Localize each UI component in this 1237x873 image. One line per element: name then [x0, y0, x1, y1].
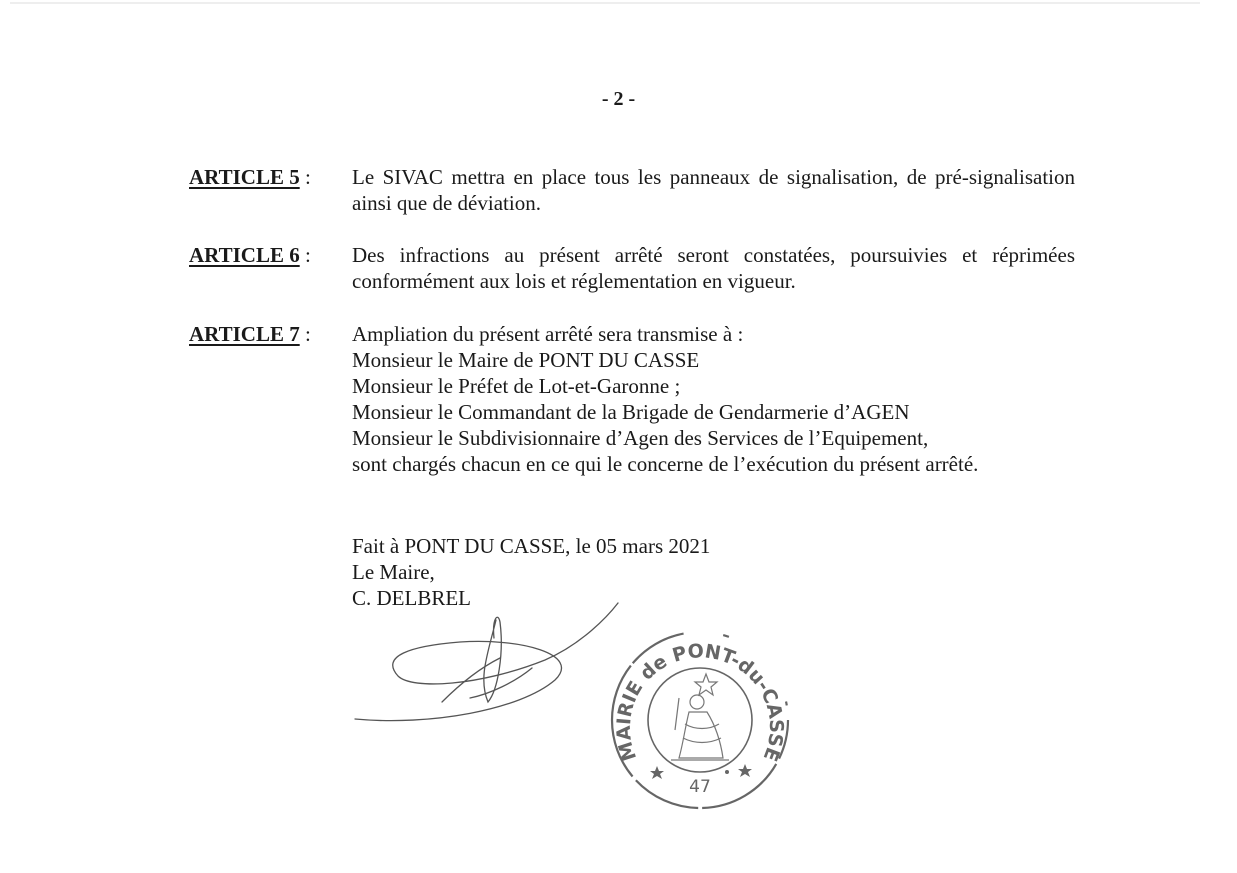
article-label: ARTICLE 5 : — [189, 165, 311, 189]
page-number: - 2 - — [601, 88, 636, 110]
article-label: ARTICLE 6 : — [189, 243, 311, 267]
article-7 — [189, 321, 1075, 477]
signatory-role: Le Maire, — [352, 560, 435, 584]
place-date: Fait à PONT DU CASSE, le 05 mars 2021 — [352, 534, 711, 558]
article-body — [352, 242, 1075, 294]
scan-artifact-line — [10, 2, 1200, 4]
article-text: Ampliation du présent arrêté sera transmise à : — [352, 322, 744, 346]
recipient-line: Monsieur le Maire de PONT DU CASSE — [352, 348, 700, 372]
article-text: sont chargés chacun en ce qui le concerne de l’exécution du présent arrêté. — [352, 452, 979, 476]
recipient-line: Monsieur le Commandant de la Brigade de Gendarmerie d’AGEN — [352, 400, 910, 424]
recipient-line: Monsieur le Subdivisionnaire d’Agen des Services de l’Equipement, — [352, 426, 929, 450]
marianne-figure — [671, 674, 729, 760]
handwritten-signature — [350, 598, 630, 728]
article-text: Des infractions au présent arrêté seront constatées, poursuivies et réprimées conformément aux lois et réglementation en vigueur. — [352, 243, 1075, 293]
seal-department-number: 47 — [689, 777, 711, 797]
article-label: ARTICLE 7 : — [189, 322, 311, 346]
signatory-name: C. DELBREL — [352, 586, 471, 610]
article-body — [352, 164, 1075, 216]
article-text: Le SIVAC mettra en place tous les panneaux de signalisation, de pré-signalisation ainsi que de déviation. — [352, 165, 1075, 215]
official-seal — [605, 620, 795, 810]
article-5 — [189, 164, 1075, 216]
article-6 — [189, 242, 1075, 294]
recipient-line: Monsieur le Préfet de Lot-et-Garonne ; — [352, 374, 681, 398]
article-body — [352, 321, 1075, 477]
svg-text:MAIRIE de PONT-du-CASSE: MAIRIE de PONT-du-CASSE — [612, 640, 788, 765]
